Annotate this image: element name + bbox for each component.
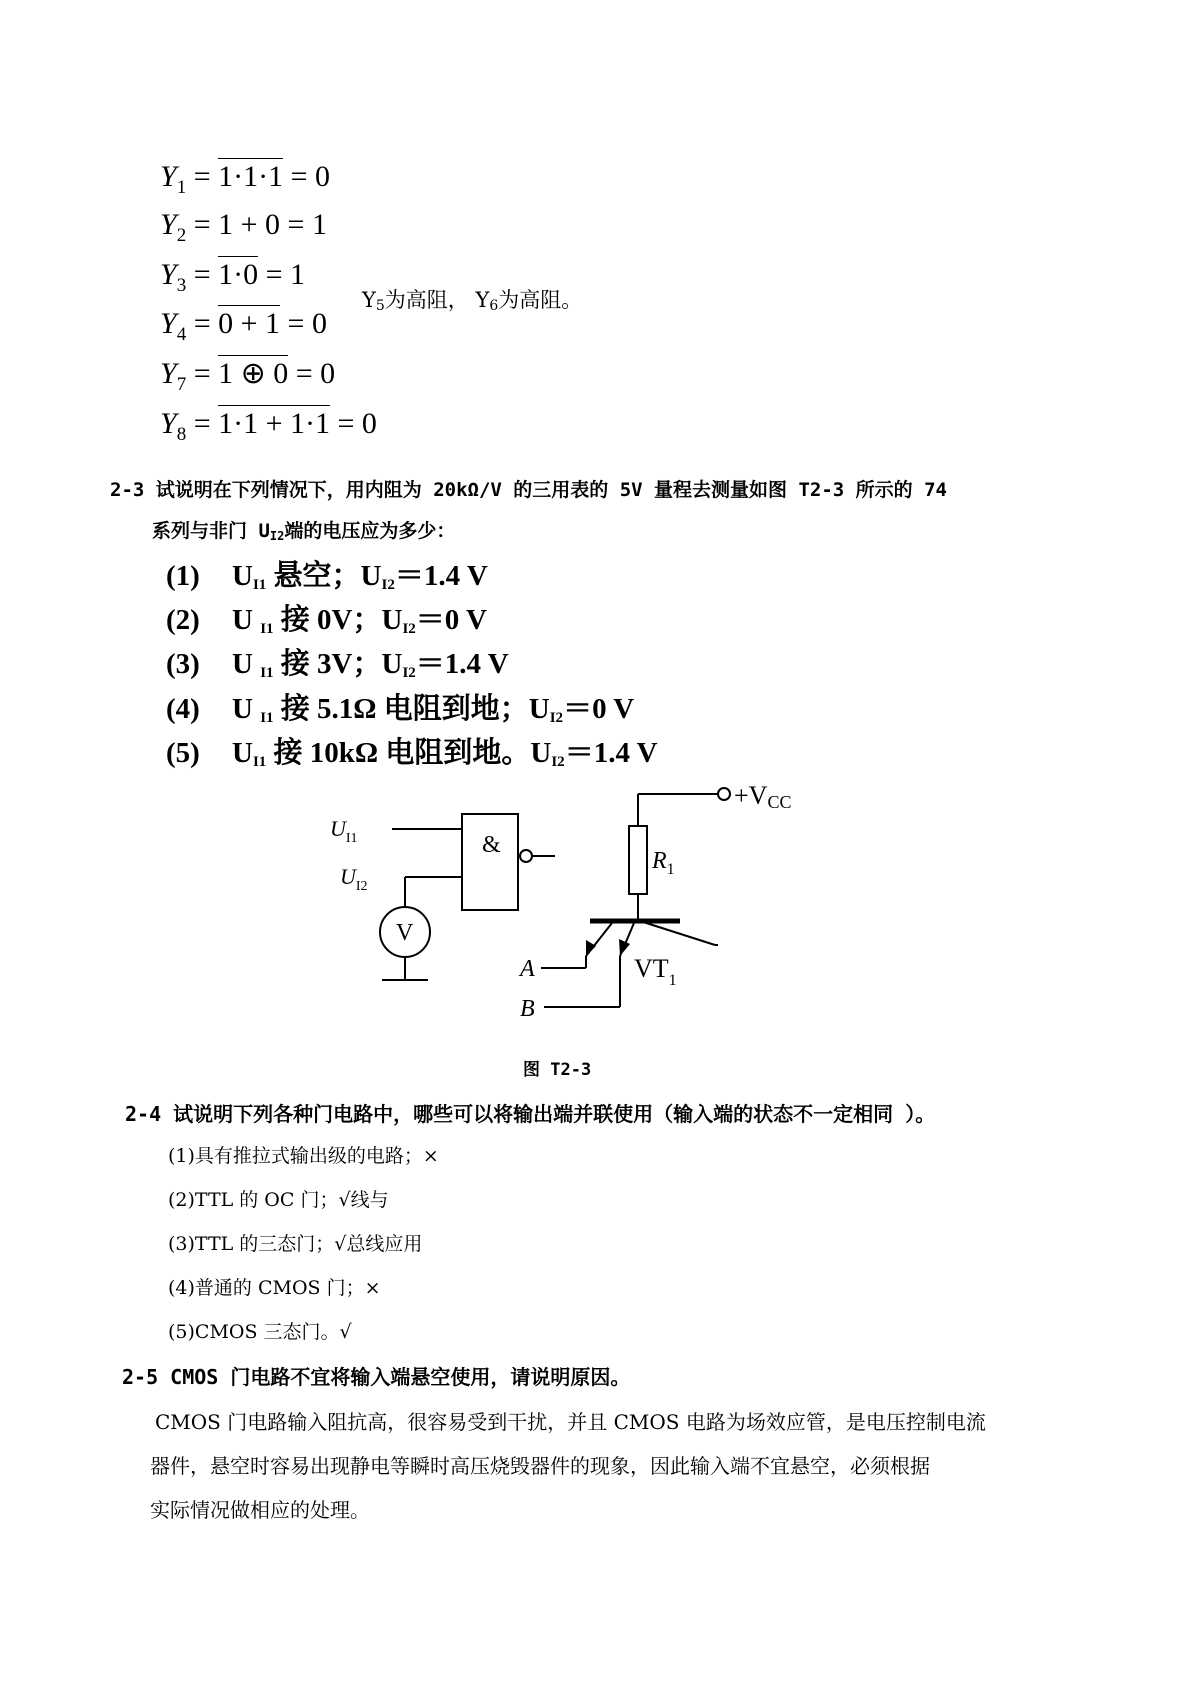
vt1-label: $VT_1$ <box>634 954 677 989</box>
circuit-figure-t2-3 <box>330 780 840 1030</box>
q25-answer-line1: CMOS 门电路输入阻抗高，很容易受到干扰，并且 CMOS 电路为场效应管，是电压控制电流 <box>155 1410 986 1434</box>
u-i1-label: $U_{I1}$ <box>330 816 358 846</box>
q24-item-5: (5)CMOS 三态门。√ <box>168 1321 352 1343</box>
q24-item-1: (1)具有推拉式输出级的电路；× <box>168 1145 439 1167</box>
equation-y8: $Y_8 = 1\cdot 1 + 1\cdot 1 = 0$ <box>160 407 377 445</box>
r1-label: $R_1$ <box>652 848 675 878</box>
vcc-terminal <box>718 788 730 800</box>
question-2-4-title: 2-4 试说明下列各种门电路中，哪些可以将输出端并联使用（输入端的状态不一定相同 ）。 <box>125 1102 936 1126</box>
nand-gate <box>462 814 518 910</box>
input-a-label: A <box>520 956 535 982</box>
vcc-label: +VCC <box>734 781 792 812</box>
u-i2-label: $U_{I2}$ <box>340 864 368 894</box>
question-2-3-line2: 系列与非门 $U_{I2}$端的电压应为多少： <box>152 520 456 543</box>
q25-answer-line3: 实际情况做相应的处理。 <box>150 1498 370 1522</box>
q24-item-3: (3)TTL 的三态门；√总线应用 <box>168 1233 423 1255</box>
equation-y1: $Y_1 = 1\cdot 1\cdot 1 = 0$ <box>160 160 331 198</box>
voltmeter-label: V <box>396 920 414 946</box>
resistor-r1 <box>629 826 647 894</box>
figure-caption: 图 T2-3 <box>523 1060 592 1080</box>
q24-item-4: (4)普通的 CMOS 门；× <box>168 1277 381 1299</box>
q25-answer-line2: 器件，悬空时容易出现静电等瞬时高压烧毁器件的现象，因此输入端不宜悬空，必须根据 <box>150 1454 930 1478</box>
equation-y4: $Y_4 = 0 + 1 = 0$ <box>160 307 327 345</box>
input-b-label: B <box>520 996 535 1022</box>
inverter-bubble <box>520 850 532 862</box>
equation-y3: $Y_3 = 1\cdot 0 = 1$ <box>160 258 306 296</box>
answer-3: (3) U $_{I1}$ 接 3V；$U_{I2}=1.4$ V <box>166 648 509 681</box>
answer-5: (5) $U_{I1}$ 接 10kΩ 电阻到地。$U_{I2}=1.4$ V <box>166 737 658 770</box>
question-2-5-title: 2-5 CMOS 门电路不宜将输入端悬空使用，请说明原因。 <box>122 1365 631 1389</box>
q24-item-2: (2)TTL 的 OC 门；√线与 <box>168 1189 389 1211</box>
nand-symbol: & <box>482 832 501 858</box>
equation-y2: $Y_2 = 1 + 0 = 1$ <box>160 208 327 246</box>
equation-y7: $Y_7 = 1$ ⊕ 0 = 0 <box>160 357 336 395</box>
question-2-3-line1: 2-3 试说明在下列情况下，用内阻为 20kΩ/V 的三用表的 5V 量程去测量如图 T2-3 所示的 74 <box>110 479 947 501</box>
answer-2: (2) U $_{I1}$ 接 0V；$U_{I2}=0$ V <box>166 604 487 637</box>
high-impedance-note: $Y_5$为高阻， $Y_6$为高阻。 <box>362 288 583 314</box>
answer-4: (4) U $_{I1}$ 接 5.1Ω 电阻到地；$U_{I2}=0$ V <box>166 693 635 726</box>
answer-1: (1) $U_{I1}$ 悬空；$U_{I2}=1.4$ V <box>166 560 488 593</box>
